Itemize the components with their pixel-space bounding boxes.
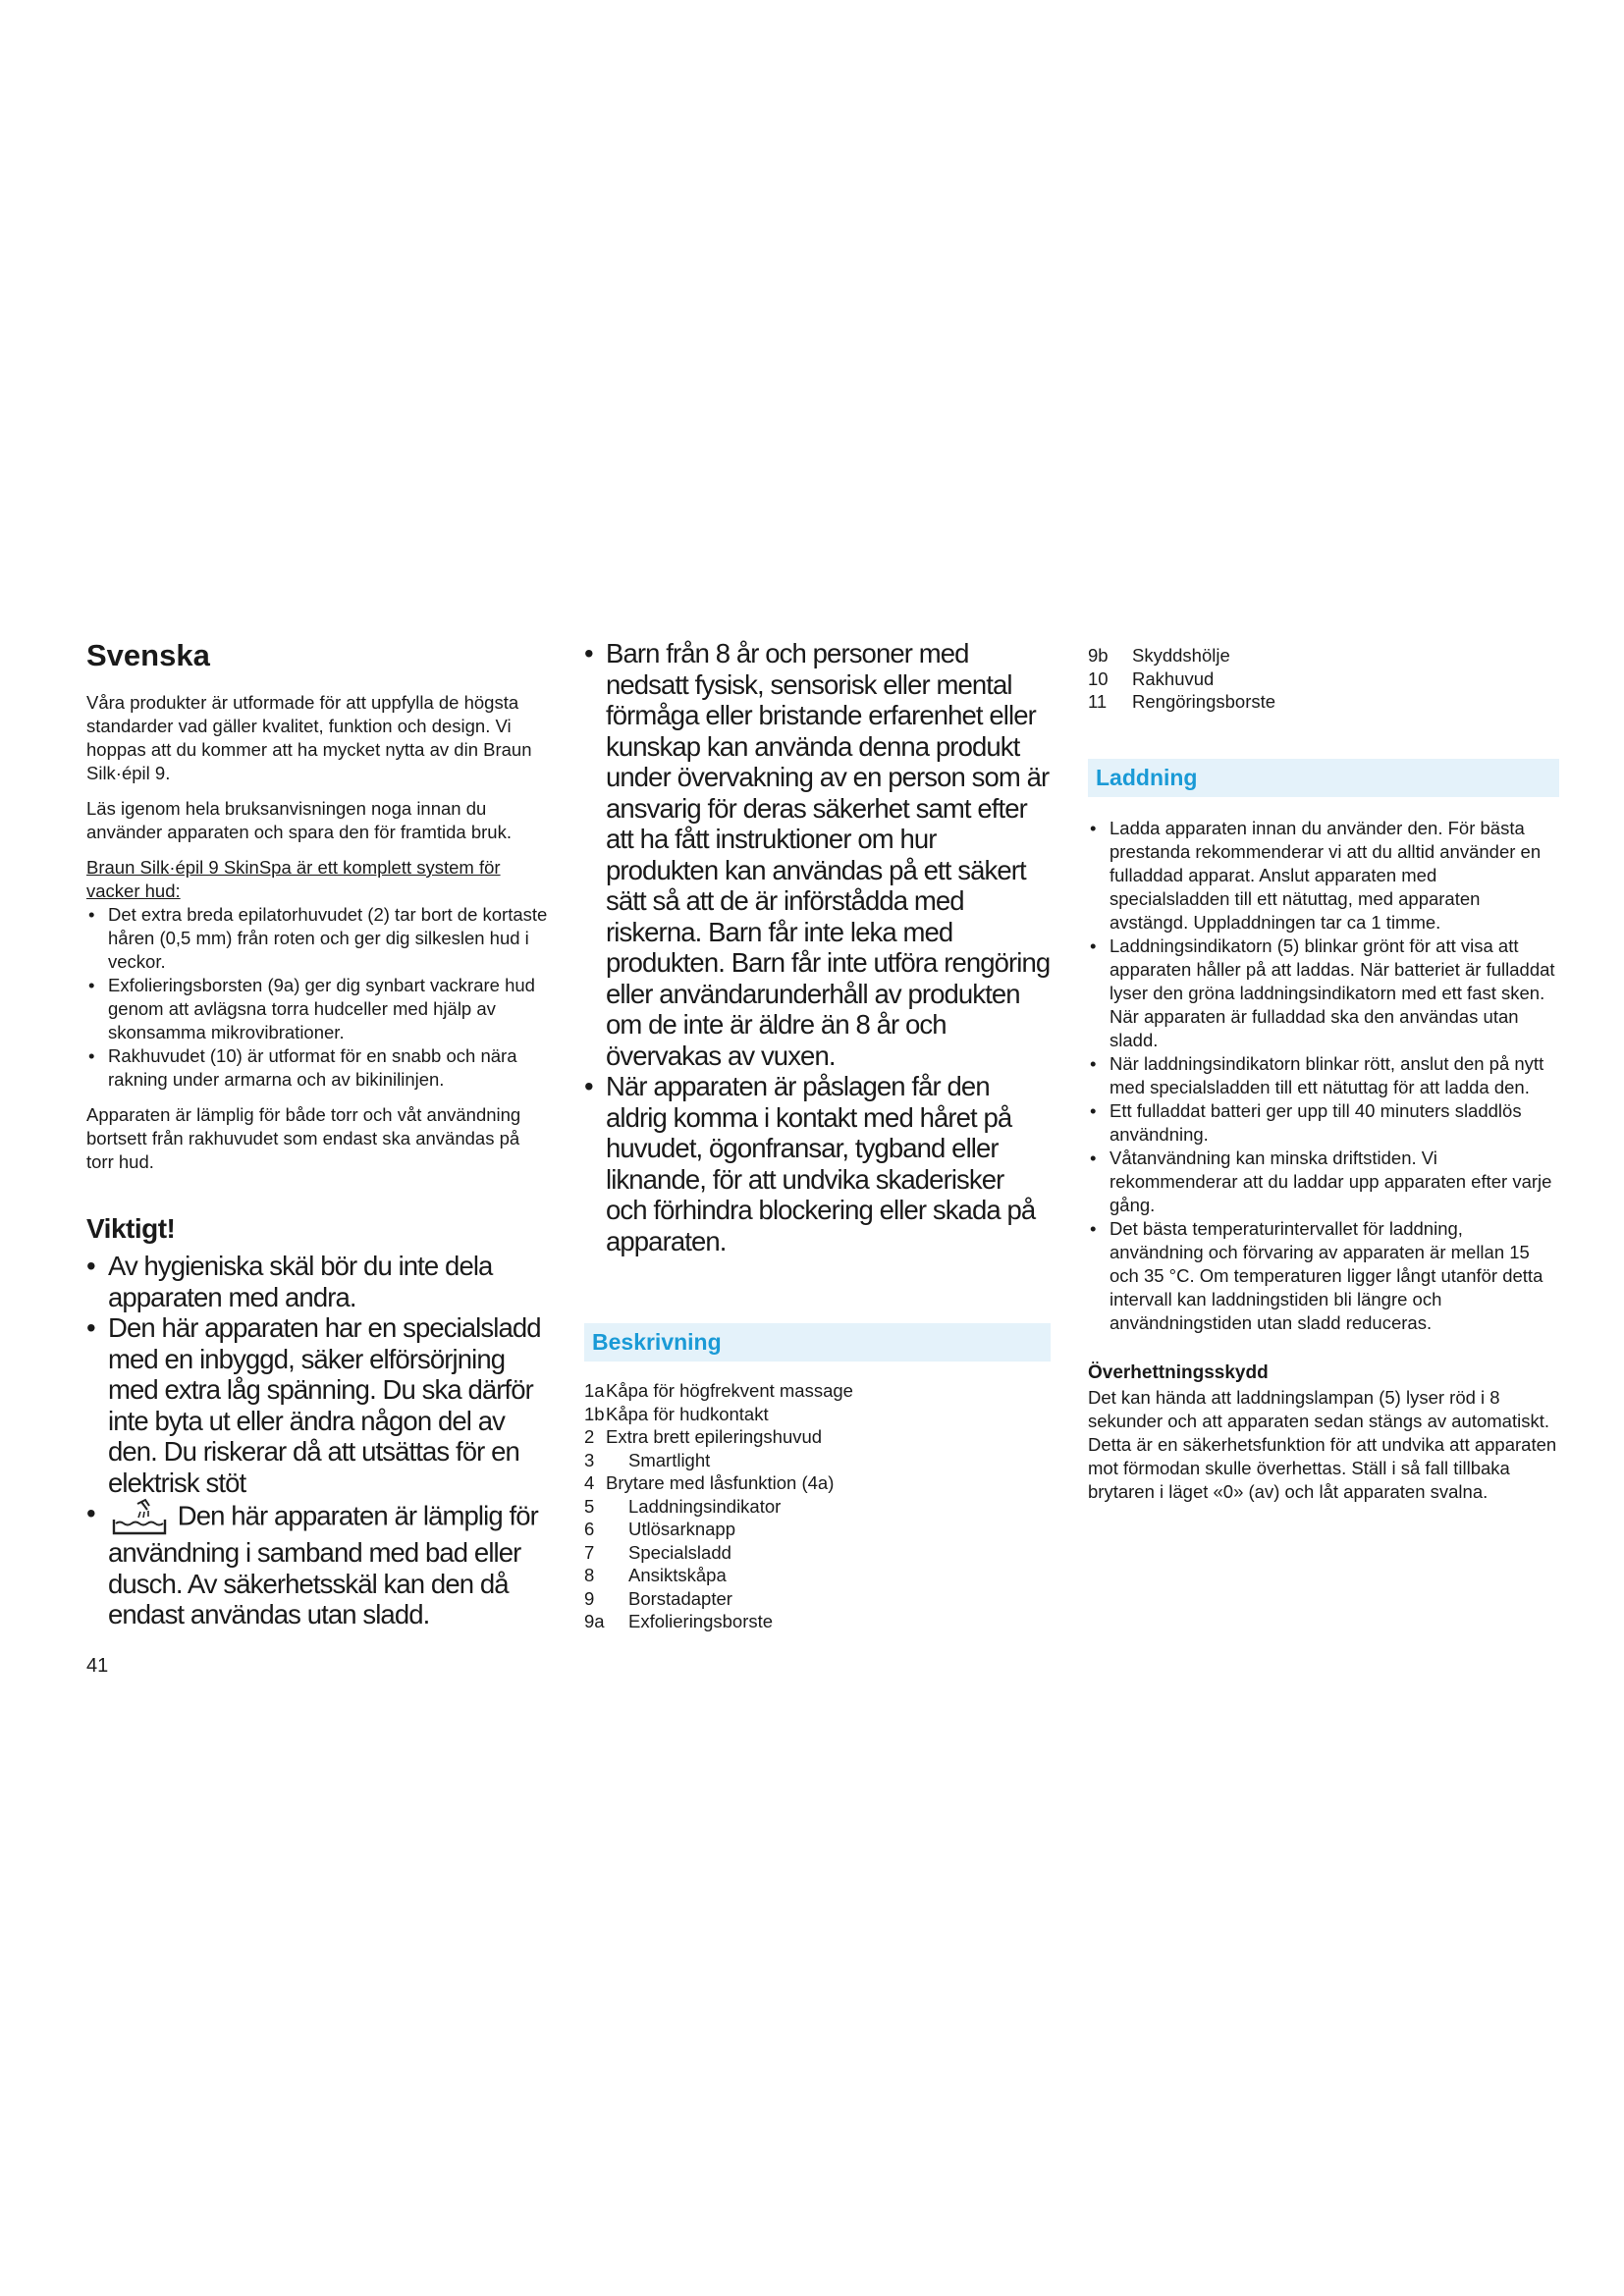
list-item: 11 Rengöringsborste (1088, 691, 1276, 712)
list-item: 4 Brytare med låsfunktion (4a) (584, 1472, 835, 1493)
column-2 (584, 638, 1051, 1633)
list-item: 1b Kåpa för hudkontakt (584, 1403, 769, 1424)
overheat-paragraph: Det kan hända att laddningslampan (5) lyser röd i 8 sekunder och att apparaten sedan stängs av automatiskt. Detta är en säkerhetsfunktion för att undvika att apparaten mot förmodan skulle överhettas. Ställ i så fall tillbaka brytaren i läget «0» (av) och låt apparaten svalna. (1088, 1386, 1557, 1502)
bath-text: Den här apparaten är lämplig för användning i samband med bad eller dusch. Av säkerhetsskäl kan den då endast användas utan sladd. (108, 1500, 538, 1629)
page-number: 41 (86, 1655, 109, 1677)
list-item: 3 Smartlight (584, 1449, 711, 1470)
list-item: 7 Specialsladd (584, 1541, 731, 1563)
list-item: • Det extra breda epilatorhuvudet (2) tar bort de kortaste håren (0,5 mm) från roten och ger dig silkeslen hud i veckor. (86, 903, 548, 974)
charging-heading: Laddning (1088, 759, 1559, 797)
read-instructions-paragraph: Läs igenom hela bruksanvisningen noga innan du använder apparaten och spara den för framtida bruk. (86, 798, 512, 842)
list-item: • Våtanvändning kan minska driftstiden. Vi rekommenderar att du laddar upp apparaten efter varje gång. (1088, 1147, 1559, 1217)
overheat-heading: Överhettningsskydd (1088, 1362, 1269, 1383)
list-item: 9a Exfolieringsborste (584, 1611, 774, 1631)
list-item: 5 Laddningsindikator (584, 1495, 782, 1517)
list-item: • Barn från 8 år och personer med nedsatt fysisk, sensorisk eller mental förmåga eller bristande erfarenhet eller kunskap kan använda denna produkt under övervakning av en person som är ansvarig för deras säkerhet samt efter att ha fått instruktioner om hur produkten kan användas på ett säkert sätt så att de är införstådda med riskerna. Barn får inte leka med produkten. Barn får inte utföra rengöring eller användarunderhåll av produkten om de inte är äldre än 8 år och övervakas av vuxen. (584, 638, 1051, 1071)
list-item: • Det bästa temperaturintervallet för laddning, användning och förvaring av apparaten är mellan 15 och 35 °C. Om temperaturen ligger långt utanför detta intervall kan laddningstiden bli längre och användningstiden utan sladd reduceras. (1088, 1217, 1559, 1335)
list-item: • När laddningsindikatorn blinkar rött, anslut den på nytt med specialsladden till ett nätuttag för att ladda den. (1088, 1052, 1559, 1099)
column-3 (1088, 644, 1559, 1516)
list-item: • Laddningsindikatorn (5) blinkar grönt för att visa att apparaten håller på att laddas. När batteriet är fulladdat lyser den gröna laddningsindikatorn med ett fast sken. När apparaten är fulladdad ska den användas utan sladd. (1088, 934, 1559, 1052)
list-item: 8 Ansiktskåpa (584, 1565, 727, 1585)
list-item: • När apparaten är påslagen får den aldrig komma i kontakt med håret på huvudet, ögonfransar, tygband eller liknande, för att undvika skaderisker och förhindra blockering eller skada på apparaten. (584, 1071, 1051, 1256)
parts-list (584, 1379, 1051, 1633)
features-list (86, 903, 548, 1092)
parts-list-continued (1088, 644, 1559, 714)
list-item: 9 Borstadapter (584, 1587, 732, 1609)
charging-list (1088, 817, 1559, 1335)
language-title: Svenska (86, 638, 210, 672)
intro-paragraph: Våra produkter är utformade för att uppfylla de högsta standarder vad gäller kvalitet, funktion och design. Vi hoppas att du kommer att ha mycket nytta av din Braun Silk·épil 9. (86, 692, 532, 783)
description-heading: Beskrivning (584, 1323, 1051, 1362)
list-item: • Ett fulladdat batteri ger upp till 40 minuters sladdlös användning. (1088, 1099, 1559, 1147)
bath-shower-icon (108, 1498, 171, 1537)
list-item: • Av hygieniska skäl bör du inte dela apparaten med andra. (86, 1251, 548, 1312)
usage-paragraph: Apparaten är lämplig för både torr och våt användning bortsett från rakhuvudet som endast ska användas på torr hud. (86, 1104, 521, 1172)
list-item: 10 Rakhuvud (1088, 667, 1215, 689)
list-item: • Exfolieringsborsten (9a) ger dig synbart vackrare hud genom att avlägsna torra hudceller med hjälp av skonsamma mikrovibrationer. (86, 974, 548, 1044)
list-item: • Ladda apparaten innan du använder den. För bästa prestanda rekommenderar vi att du alltid använder en fulladdad apparat. Anslut apparaten med specialsladden till ett nätuttag, med apparaten avstängd. Uppladdningen tar ca 1 timme. (1088, 817, 1559, 934)
list-item-bath (86, 1498, 548, 1630)
list-item: • Den här apparaten har en specialsladd med en inbyggd, säker elförsörjning med extra låg spänning. Du ska därför inte byta ut eller ändra någon del av den. Du riskerar då att utsättas för en elektrisk stöt (86, 1312, 548, 1498)
list-item: 6 Utlösarknapp (584, 1519, 736, 1539)
column-1 (86, 638, 548, 1630)
list-item: 1a Kåpa för högfrekvent massage (584, 1380, 853, 1401)
system-intro: Braun Silk·épil 9 SkinSpa är ett komplett system för vacker hud: (86, 857, 501, 901)
list-item: 2 Extra brett epileringshuvud (584, 1426, 823, 1447)
important-list (86, 1251, 548, 1630)
list-item: • Rakhuvudet (10) är utformat för en snabb och nära rakning under armarna och av bikinilinjen. (86, 1044, 548, 1092)
important-heading: Viktigt! (86, 1213, 176, 1244)
list-item: 9b Skyddshölje (1088, 645, 1230, 666)
important-list-continued (584, 638, 1051, 1256)
